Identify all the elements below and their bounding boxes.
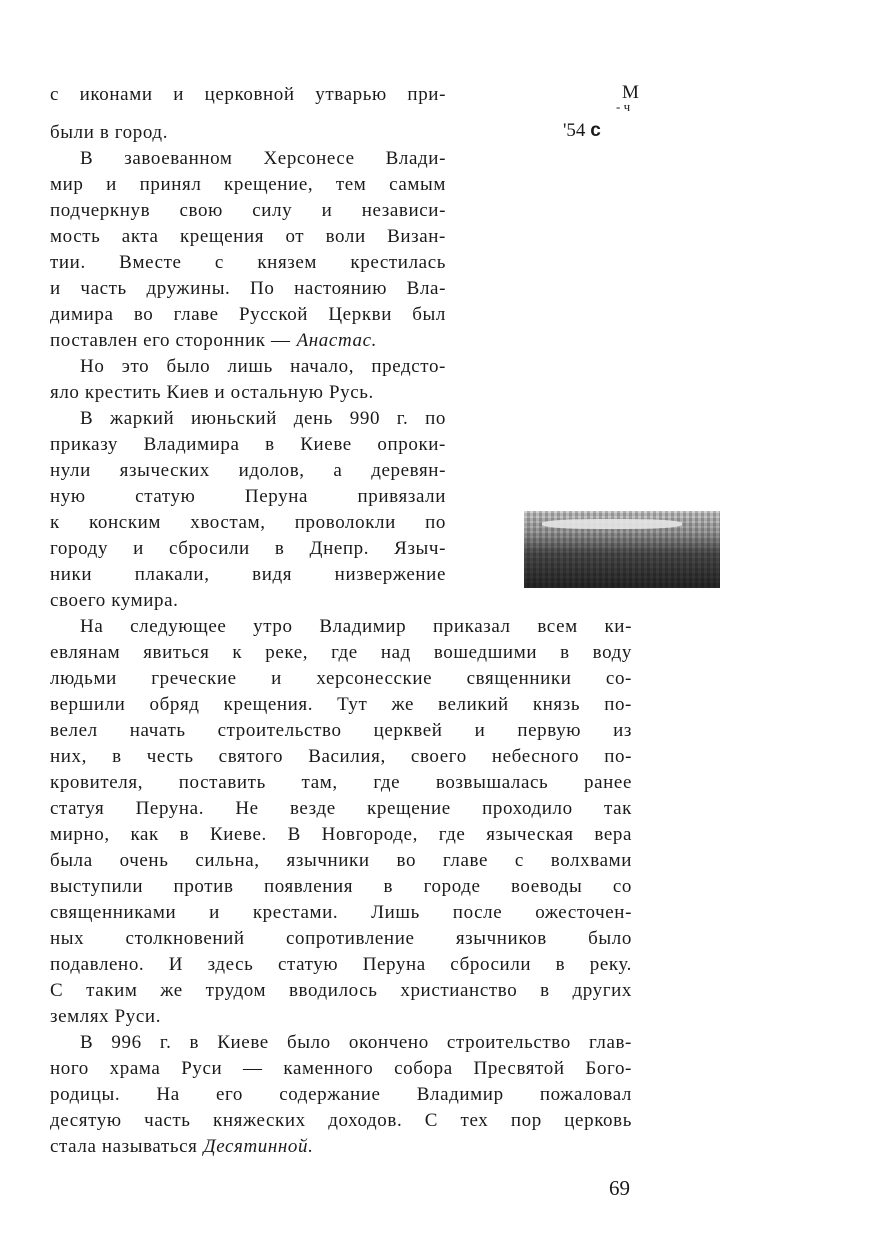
text-line: велел начать строительство церквей и первую из xyxy=(50,720,632,741)
text-line xyxy=(50,328,446,354)
text-line: десятую часть княжеских доходов. С тех пор церковь xyxy=(50,1110,632,1131)
page-number: 69 xyxy=(609,1176,630,1200)
text-line: На следующее утро Владимир приказал всем ки- xyxy=(80,616,632,637)
italic-term-desyatinnaya: Десятинной. xyxy=(203,1136,314,1157)
text-line: В жаркий июньский день 990 г. по xyxy=(80,408,446,429)
text-line: С таким же трудом вводилось христианство в других xyxy=(50,980,632,1001)
text-line: родицы. На его содержание Владимир пожаловал xyxy=(50,1084,632,1105)
margin-note-small: - ч xyxy=(616,99,631,114)
text-line: были в город. xyxy=(50,122,169,143)
text-line: землях Руси. xyxy=(50,1006,162,1027)
text-line xyxy=(50,1134,632,1160)
margin-ref-letter: с xyxy=(590,120,601,141)
margin-note-letter: М xyxy=(622,82,639,103)
text-line: выступили против появления в городе воеводы со xyxy=(50,876,632,897)
text-fragment: поставлен его сторонник — xyxy=(50,330,291,351)
text-line: В завоеванном Херсонесе Влади- xyxy=(80,148,446,169)
text-fragment: стала называться xyxy=(50,1136,198,1157)
italic-term-anastas: Анастас. xyxy=(296,330,377,351)
text-line: ники плакали, видя низвержение xyxy=(50,564,446,585)
text-line: кровителя, поставить там, где возвышалась ранее xyxy=(50,772,632,793)
text-line: нули языческих идолов, а деревян- xyxy=(50,460,446,481)
text-line: вершили обряд крещения. Тут же великий князь по- xyxy=(50,694,632,715)
text-line: людьми греческие и херсонесские священники со- xyxy=(50,668,632,689)
text-line: мость акта крещения от воли Визан- xyxy=(50,226,446,247)
text-line: подчеркнув свою силу и независи- xyxy=(50,200,446,221)
text-line: В 996 г. в Киеве было окончено строительство глав- xyxy=(80,1032,632,1053)
text-line: ного храма Руси — каменного собора Пресвятой Бого- xyxy=(50,1058,632,1079)
text-line: своего кумира. xyxy=(50,590,179,611)
text-line: была очень сильна, язычники во главе с волхвами xyxy=(50,850,632,871)
text-line: мирно, как в Киеве. В Новгороде, где языческая вера xyxy=(50,824,632,845)
margin-note-reference xyxy=(563,120,601,142)
text-line: подавлено. И здесь статую Перуна сбросили в реку. xyxy=(50,954,632,975)
text-line: яло крестить Киев и остальную Русь. xyxy=(50,382,374,403)
text-line: и часть дружины. По настоянию Вла- xyxy=(50,278,446,299)
margin-ref-number: '54 xyxy=(563,120,586,141)
text-line: Но это было лишь начало, предсто- xyxy=(80,356,446,377)
text-line: священниками и крестами. Лишь после ожесточен- xyxy=(50,902,632,923)
text-line: них, в честь святого Василия, своего небесного по- xyxy=(50,746,632,767)
text-line: евлянам явиться к реке, где над вошедшими в воду xyxy=(50,642,632,663)
text-line: ных столкновений сопротивление язычников было xyxy=(50,928,632,949)
text-line: мир и принял крещение, тем самым xyxy=(50,174,446,195)
text-line: статуя Перуна. Не везде крещение проходило так xyxy=(50,798,632,819)
text-line: приказу Владимира в Киеве опроки- xyxy=(50,434,446,455)
text-line: ную статую Перуна привязали xyxy=(50,486,446,507)
historical-photo xyxy=(524,511,720,588)
text-line: городу и сбросили в Днепр. Языч- xyxy=(50,538,446,559)
text-line: к конским хвостам, проволокли по xyxy=(50,512,446,533)
text-line: димира во главе Русской Церкви был xyxy=(50,304,446,325)
text-line: тии. Вместе с князем крестилась xyxy=(50,252,446,273)
text-line: с иконами и церковной утварью при- xyxy=(50,84,446,105)
